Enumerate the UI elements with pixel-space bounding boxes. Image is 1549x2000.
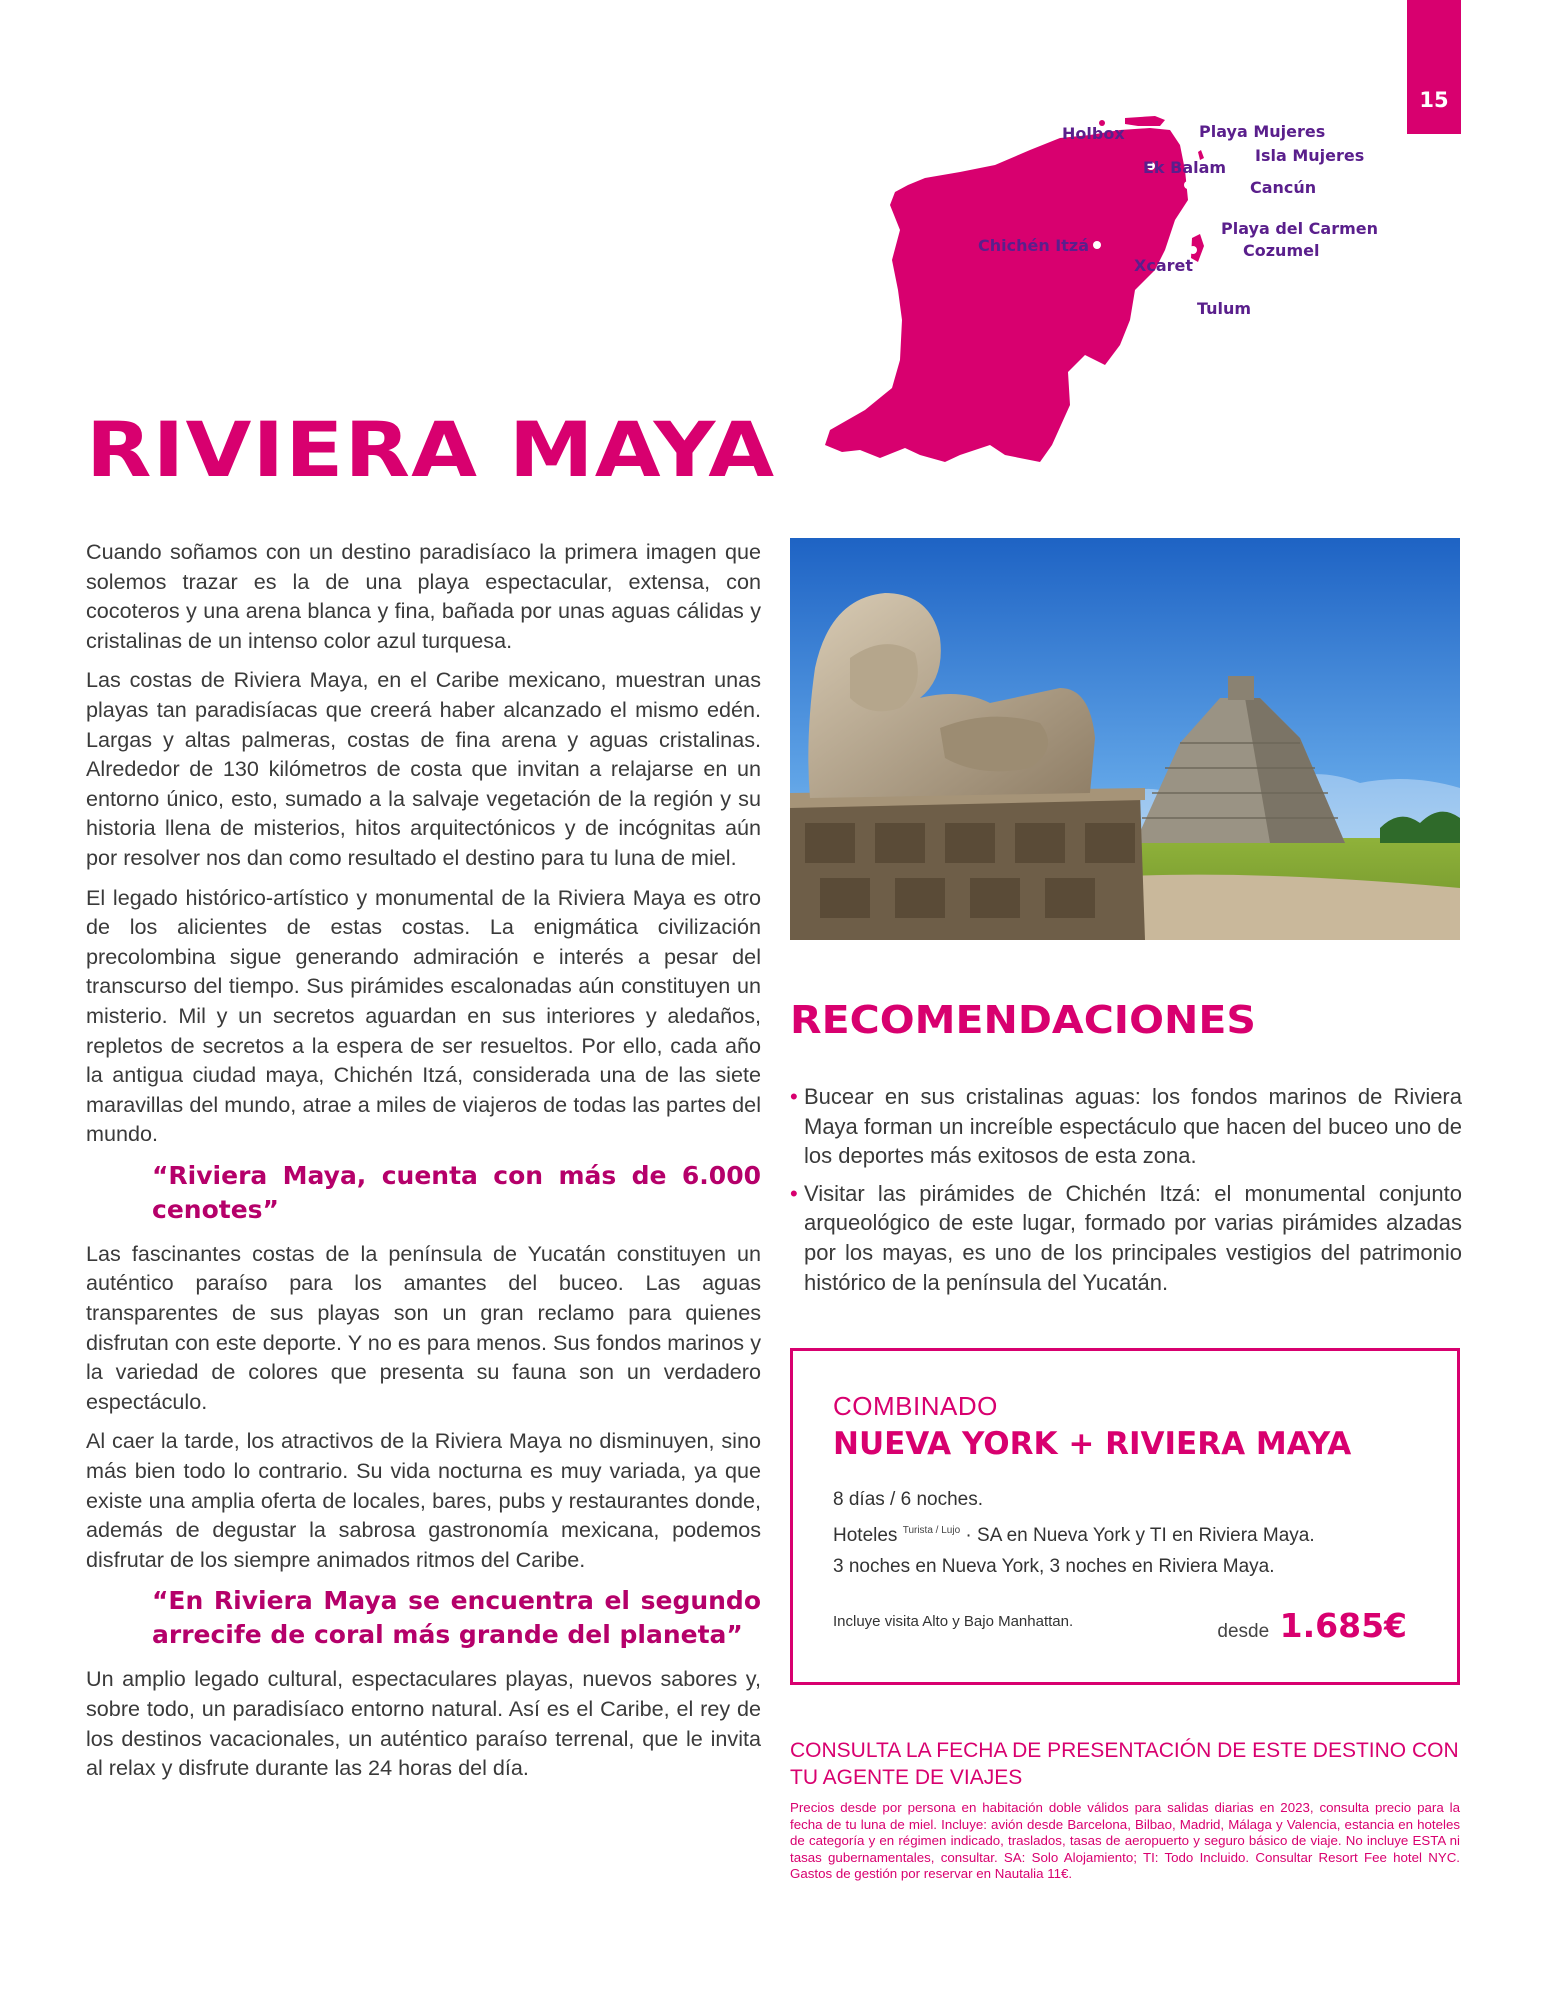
fine-print: Precios desde por persona en habitación doble válidos para salidas diarias en 2023, consulta precio para la fecha de tu luna de miel. Incluye: avión desde Barcelona, Bilbao, Madrid, Málaga y Valencia, estancia en hoteles de categoría y en régimen indicado, traslados, tasas de aeropuerto y seguro básico de viaje. No incluye ESTA ni tasas gubernamentales, consultar. SA: Solo Alojamiento; TI: Todo Incluido. Consultar Resort Fee hotel NYC. Gastos de gestión por reservar en Nautalia 11€. xyxy=(790,1800,1460,1881)
offer-label: COMBINADO xyxy=(833,1391,998,1421)
intro-paragraph: Las costas de Riviera Maya, en el Caribe mexicano, muestran unas playas tan paradisíacas que creerá haber alcanzado el mismo edén. Largas y altas palmeras, costas de fina arena y aguas cristalinas. Alrededor de 130 kilómetros de costa que invitan a relajarse en un entorno único, esto, sumado a la salvaje vegetación de la región y su historia llena de misterios, hitos arquitectónicos y de incógnitas aún por resolver nos dan como resultado el destino para tu luna de miel. xyxy=(86,667,761,870)
map-label-cancun: Cancún xyxy=(1250,178,1317,197)
recommendations-list xyxy=(790,1082,1462,1305)
map-label-tulum: Tulum xyxy=(1197,299,1252,318)
map-label-chichen-itza: Chichén Itzá xyxy=(978,236,1090,255)
page-number-tab xyxy=(1407,0,1461,134)
offer-hotels-category: Turista / Lujo xyxy=(902,1525,961,1536)
consulta-notice: CONSULTA LA FECHA DE PRESENTACIÓN DE ESTE DESTINO CON TU AGENTE DE VIAJES xyxy=(790,1739,1459,1789)
list-item xyxy=(790,1082,1462,1171)
page-title: RIVIERA MAYA xyxy=(86,405,776,494)
chichen-itza-photo xyxy=(790,538,1460,940)
body-paragraph: Un amplio legado cultural, espectaculares playas, nuevos sabores y, sobre todo, un paradisíaco entorno natural. Así es el Caribe, el rey de los destinos vacacionales, un auténtico paraíso terrenal, que le invita al relax y disfrute durante las 24 horas del día. xyxy=(86,1666,761,1781)
intro-paragraph: El legado histórico-artístico y monumental de la Riviera Maya es otro de los alicientes de estas costas. La enigmática civilización precolombina sigue generando admiración e interés a pesar del transcurso del tiempo. Sus pirámides escalonadas aún constituyen un misterio. Mil y un secretos aguardan en sus interiores y aledaños, repletos de secretos a la espera de ser resueltos. Por ello, cada año la antigua ciudad maya, Chichén Itzá, considerada una de las siete maravillas del mundo, atrae a miles de viajeros de todas las partes del mundo. xyxy=(86,884,761,1147)
price-value: 1.685€ xyxy=(1279,1606,1407,1645)
recommendation-text: Bucear en sus cristalinas aguas: los fondos marinos de Riviera Maya forman un increíble espectáculo que hacen del buceo uno de los deportes más exitosos de esta zona. xyxy=(804,1084,1462,1169)
yucatan-map xyxy=(820,110,1380,470)
map-label-isla-mujeres: Isla Mujeres xyxy=(1255,146,1365,165)
body-paragraph: Al caer la tarde, los atractivos de la Riviera Maya no disminuyen, sino más bien todo lo contrario. Su vida nocturna es muy variada, ya que existe una amplia oferta de locales, bares, pubs y restaurantes donde, además de degustar la sabrosa gastronomía mexicana, podemos disfrutar de los siempre animados ritmos del Caribe. xyxy=(86,1428,761,1572)
page-number: 15 xyxy=(1419,88,1449,112)
pull-quote: “En Riviera Maya se encuentra el segundo arrecife de coral más grande del planeta” xyxy=(152,1586,761,1650)
pull-quote: “Riviera Maya, cuenta con más de 6.000 cenotes” xyxy=(152,1160,761,1224)
recommendations-title: RECOMENDACIONES xyxy=(790,998,1256,1042)
bullet-icon: • xyxy=(790,1084,798,1109)
bullet-icon: • xyxy=(790,1180,798,1206)
offer-hotels-suffix: · SA en Nueva York y TI en Riviera Maya. xyxy=(965,1525,1315,1546)
offer-details xyxy=(833,1484,1417,1582)
offer-hotels xyxy=(833,1515,1417,1551)
map-label-playa-del-carmen: Playa del Carmen xyxy=(1221,219,1379,238)
offer-title: NUEVA YORK + RIVIERA MAYA xyxy=(833,1426,1352,1462)
map-label-holbox: Holbox xyxy=(1062,124,1125,143)
map-label-ek-balam: Ek Balam xyxy=(1143,158,1227,177)
offer-box xyxy=(790,1348,1460,1685)
price-prefix: desde xyxy=(1217,1621,1270,1642)
map-label-playa-mujeres: Playa Mujeres xyxy=(1199,122,1326,141)
offer-includes: Incluye visita Alto y Bajo Manhattan. xyxy=(833,1613,1074,1630)
body-paragraph: Las fascinantes costas de la península de Yucatán constituyen un auténtico paraíso para los amantes del buceo. Las aguas transparentes de sus playas son un gran reclamo para quienes disfrutan con este deporte. Y no es para menos. Sus fondos marinos y la variedad de colores que presenta su fauna son un verdadero espectáculo. xyxy=(86,1240,761,1414)
offer-duration: 8 días / 6 noches. xyxy=(833,1489,983,1510)
recommendation-text: Visitar las pirámides de Chichén Itzá: el monumental conjunto arqueológico de este lugar, formado por varias pirámides alzadas por los mayas, es uno de los principales vestigios del patrimonio histórico de la península del Yucatán. xyxy=(804,1180,1462,1295)
map-label-xcaret: Xcaret xyxy=(1134,256,1194,275)
offer-nights: 3 noches en Nueva York, 3 noches en Riviera Maya. xyxy=(833,1556,1275,1577)
offer-price xyxy=(1217,1606,1407,1645)
article-body xyxy=(86,537,761,1793)
intro-paragraph: Cuando soñamos con un destino paradisíaco la primera imagen que solemos trazar es la de una playa espectacular, extensa, con cocoteros y una arena blanca y fina, bañada por unas aguas cálidas y cristalinas de un intenso color azul turquesa. xyxy=(86,539,761,653)
list-item xyxy=(790,1179,1462,1297)
offer-hotels-prefix: Hoteles xyxy=(833,1525,898,1546)
map-label-cozumel: Cozumel xyxy=(1243,241,1320,260)
